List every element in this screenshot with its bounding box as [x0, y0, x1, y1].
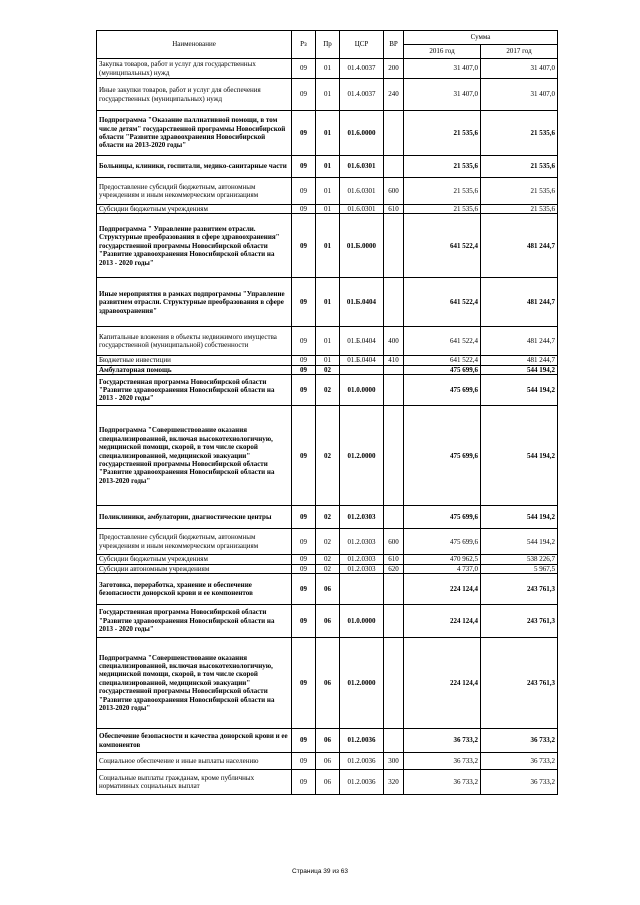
row-sum-2016-cell: 641 522,4: [404, 327, 481, 356]
row-sum-2016-cell: 36 733,2: [404, 753, 481, 770]
row-sum-2017-cell: 544 194,2: [481, 506, 558, 529]
row-pr-cell: 01: [316, 156, 340, 178]
header-pr: Пр: [316, 31, 340, 59]
row-name-cell: Государственная программа Новосибирской области "Развитие здравоохранения Новосибирской области на 2013 - 2020 годы": [97, 605, 292, 638]
row-pr-cell: 01: [316, 111, 340, 156]
row-name-cell: Обеспечение безопасности и качества донорской крови и ее компонентов: [97, 729, 292, 753]
row-vr-cell: 610: [384, 555, 404, 564]
row-name-cell: Больницы, клиники, госпитали, медико-санитарные части: [97, 156, 292, 178]
row-name-cell: Заготовка, переработка, хранение и обеспечение безопасности донорской крови и ее компонентов: [97, 574, 292, 605]
row-pr-cell: 01: [316, 59, 340, 79]
row-pr-cell: 01: [316, 214, 340, 278]
row-csr-cell: 01.2.0000: [340, 406, 384, 506]
header-sum: Сумма: [404, 31, 558, 45]
row-sum-2017-cell: 21 535,6: [481, 156, 558, 178]
row-pr-cell: 06: [316, 770, 340, 795]
row-vr-cell: 240: [384, 79, 404, 111]
row-sum-2017-cell: 481 244,7: [481, 214, 558, 278]
row-pr-cell: 01: [316, 79, 340, 111]
row-sum-2017-cell: 243 761,3: [481, 574, 558, 605]
page-footer: Страница 39 из 63: [292, 868, 348, 875]
row-sum-2016-cell: 475 699,6: [404, 365, 481, 374]
row-sum-2017-cell: 538 226,7: [481, 555, 558, 564]
row-csr-cell: 01.2.0000: [340, 638, 384, 729]
row-pr-cell: 02: [316, 564, 340, 573]
row-sum-2017-cell: 36 733,2: [481, 753, 558, 770]
row-sum-2017-cell: 21 535,6: [481, 111, 558, 156]
row-name-cell: Предоставление субсидий бюджетным, автономным учреждениям и иным некоммерческим организациям: [97, 178, 292, 205]
row-vr-cell: 610: [384, 205, 404, 214]
row-name-cell: Капитальные вложения в объекты недвижимого имущества государственной (муниципальной) собственности: [97, 327, 292, 356]
table-row: [97, 59, 558, 79]
row-vr-cell: 200: [384, 59, 404, 79]
row-name-cell: Подпрограмма "Совершенствование оказания специализированной, включая высокотехнологичную, медицинской помощи, скорой, в том числе скорой специализированной, медицинской эвакуации" государственной программы Новосибирской области "Развитие здравоохранения Новосибирской области на 2013-2020 годы": [97, 638, 292, 729]
row-csr-cell: 01.6.0301: [340, 205, 384, 214]
row-csr-cell: 01.2.0303: [340, 564, 384, 573]
row-vr-cell: [384, 365, 404, 374]
row-sum-2016-cell: 21 535,6: [404, 156, 481, 178]
row-rz-cell: 09: [292, 178, 316, 205]
row-sum-2017-cell: 21 535,6: [481, 205, 558, 214]
row-sum-2017-cell: 36 733,2: [481, 729, 558, 753]
row-sum-2017-cell: 21 535,6: [481, 178, 558, 205]
row-vr-cell: [384, 729, 404, 753]
row-vr-cell: 320: [384, 770, 404, 795]
table-row: [97, 365, 558, 374]
row-name-cell: Иные закупки товаров, работ и услуг для обеспечения государственных (муниципальных) нужд: [97, 79, 292, 111]
row-rz-cell: 09: [292, 356, 316, 365]
table-row: [97, 178, 558, 205]
row-csr-cell: 01.Б.0404: [340, 278, 384, 327]
row-csr-cell: 01.6.0301: [340, 178, 384, 205]
table-row: [97, 564, 558, 573]
row-name-cell: Подпрограмма " Управление развитием отрасли. Структурные преобразования в сфере здравоохранения" государственной программы Новосибирской области "Развитие здравоохранения Новосибирской области на 2013 - 2020 годы": [97, 214, 292, 278]
row-csr-cell: 01.0.0000: [340, 375, 384, 406]
table-row: [97, 278, 558, 327]
table-row: [97, 529, 558, 555]
row-pr-cell: 02: [316, 506, 340, 529]
row-csr-cell: 01.6.0000: [340, 111, 384, 156]
row-sum-2016-cell: 31 407,0: [404, 79, 481, 111]
row-sum-2016-cell: 31 407,0: [404, 59, 481, 79]
row-csr-cell: 01.2.0303: [340, 529, 384, 555]
row-rz-cell: 09: [292, 555, 316, 564]
row-csr-cell: 01.4.0037: [340, 79, 384, 111]
row-sum-2016-cell: 224 124,4: [404, 605, 481, 638]
row-vr-cell: [384, 638, 404, 729]
row-name-cell: Закупка товаров, работ и услуг для государственных (муниципальных) нужд: [97, 59, 292, 79]
row-sum-2016-cell: 475 699,6: [404, 375, 481, 406]
row-sum-2016-cell: 641 522,4: [404, 278, 481, 327]
row-name-cell: Поликлиники, амбулатории, диагностические центры: [97, 506, 292, 529]
row-vr-cell: [384, 156, 404, 178]
header-rz: Рз: [292, 31, 316, 59]
row-vr-cell: [384, 605, 404, 638]
row-rz-cell: 09: [292, 770, 316, 795]
table-row: [97, 605, 558, 638]
row-csr-cell: 01.6.0301: [340, 156, 384, 178]
row-sum-2016-cell: 36 733,2: [404, 729, 481, 753]
row-rz-cell: 09: [292, 564, 316, 573]
row-rz-cell: 09: [292, 278, 316, 327]
row-vr-cell: [384, 506, 404, 529]
row-rz-cell: 09: [292, 729, 316, 753]
row-rz-cell: 09: [292, 79, 316, 111]
row-name-cell: Субсидии автономным учреждениям: [97, 564, 292, 573]
row-vr-cell: 400: [384, 327, 404, 356]
row-sum-2017-cell: 481 244,7: [481, 356, 558, 365]
row-csr-cell: 01.2.0036: [340, 770, 384, 795]
header-year-2017: 2017 год: [481, 45, 558, 59]
row-pr-cell: 06: [316, 574, 340, 605]
row-pr-cell: 02: [316, 555, 340, 564]
row-rz-cell: 09: [292, 574, 316, 605]
row-rz-cell: 09: [292, 365, 316, 374]
row-name-cell: Предоставление субсидий бюджетным, автономным учреждениям и иным некоммерческим организациям: [97, 529, 292, 555]
row-name-cell: Иные мероприятия в рамках подпрограммы "Управление развитием отрасли. Структурные преобразования в сфере здравоохранения": [97, 278, 292, 327]
row-csr-cell: 01.Б.0404: [340, 356, 384, 365]
row-vr-cell: 620: [384, 564, 404, 573]
table-row: [97, 111, 558, 156]
row-csr-cell: 01.2.0036: [340, 729, 384, 753]
row-sum-2017-cell: 243 761,3: [481, 605, 558, 638]
row-pr-cell: 06: [316, 605, 340, 638]
table-row: [97, 770, 558, 795]
row-rz-cell: 09: [292, 529, 316, 555]
row-name-cell: Бюджетные инвестиции: [97, 356, 292, 365]
row-vr-cell: [384, 406, 404, 506]
row-name-cell: Амбулаторная помощь: [97, 365, 292, 374]
table-row: [97, 406, 558, 506]
table-row: [97, 753, 558, 770]
row-sum-2016-cell: 224 124,4: [404, 574, 481, 605]
row-vr-cell: 300: [384, 753, 404, 770]
row-name-cell: Социальные выплаты гражданам, кроме публичных нормативных социальных выплат: [97, 770, 292, 795]
row-rz-cell: 09: [292, 638, 316, 729]
row-pr-cell: 06: [316, 729, 340, 753]
row-rz-cell: 09: [292, 406, 316, 506]
row-name-cell: Субсидии бюджетным учреждениям: [97, 205, 292, 214]
table-row: [97, 555, 558, 564]
table-row: [97, 205, 558, 214]
row-name-cell: Субсидии бюджетным учреждениям: [97, 555, 292, 564]
row-sum-2017-cell: 31 407,0: [481, 59, 558, 79]
row-pr-cell: 06: [316, 638, 340, 729]
row-sum-2016-cell: 470 962,5: [404, 555, 481, 564]
row-sum-2016-cell: 4 737,0: [404, 564, 481, 573]
table-body: [97, 59, 558, 795]
row-sum-2016-cell: 641 522,4: [404, 214, 481, 278]
table-row: [97, 574, 558, 605]
header-name: Наименование: [97, 31, 292, 59]
row-sum-2016-cell: 475 699,6: [404, 406, 481, 506]
row-pr-cell: 01: [316, 178, 340, 205]
row-rz-cell: 09: [292, 753, 316, 770]
table-row: [97, 729, 558, 753]
row-csr-cell: 01.2.0303: [340, 506, 384, 529]
row-sum-2017-cell: 243 761,3: [481, 638, 558, 729]
row-vr-cell: [384, 375, 404, 406]
row-sum-2017-cell: 544 194,2: [481, 365, 558, 374]
row-name-cell: Социальное обеспечение и иные выплаты населению: [97, 753, 292, 770]
row-rz-cell: 09: [292, 506, 316, 529]
table-row: [97, 156, 558, 178]
row-sum-2016-cell: 475 699,6: [404, 529, 481, 555]
row-rz-cell: 09: [292, 111, 316, 156]
row-vr-cell: [384, 214, 404, 278]
row-sum-2017-cell: 544 194,2: [481, 529, 558, 555]
row-rz-cell: 09: [292, 156, 316, 178]
row-pr-cell: 06: [316, 753, 340, 770]
row-pr-cell: 01: [316, 327, 340, 356]
row-name-cell: Подпрограмма "Оказание паллиативной помощи, в том числе детям" государственной программы Новосибирской области "Развитие здравоохранения Новосибирской области на 2013-2020 годы": [97, 111, 292, 156]
row-rz-cell: 09: [292, 59, 316, 79]
row-pr-cell: 01: [316, 205, 340, 214]
row-vr-cell: 410: [384, 356, 404, 365]
row-vr-cell: 600: [384, 529, 404, 555]
table-row: [97, 327, 558, 356]
row-vr-cell: [384, 111, 404, 156]
row-sum-2017-cell: 481 244,7: [481, 327, 558, 356]
row-sum-2016-cell: 21 535,6: [404, 111, 481, 156]
row-sum-2017-cell: 31 407,0: [481, 79, 558, 111]
row-rz-cell: 09: [292, 214, 316, 278]
header-year-2016: 2016 год: [404, 45, 481, 59]
row-vr-cell: 600: [384, 178, 404, 205]
row-rz-cell: 09: [292, 327, 316, 356]
row-sum-2017-cell: 544 194,2: [481, 375, 558, 406]
row-vr-cell: [384, 574, 404, 605]
table-row: [97, 375, 558, 406]
table-row: [97, 214, 558, 278]
row-rz-cell: 09: [292, 375, 316, 406]
row-sum-2017-cell: 5 967,5: [481, 564, 558, 573]
row-csr-cell: 01.0.0000: [340, 605, 384, 638]
row-sum-2017-cell: 36 733,2: [481, 770, 558, 795]
row-name-cell: Подпрограмма "Совершенствование оказания специализированной, включая высокотехнологичную, медицинской помощи, скорой, в том числе скорой специализированной, медицинской эвакуации" государственной программы Новосибирской области "Развитие здравоохранения Новосибирской области на 2013-2020 годы": [97, 406, 292, 506]
header-vr: ВР: [384, 31, 404, 59]
row-pr-cell: 01: [316, 278, 340, 327]
row-csr-cell: [340, 365, 384, 374]
row-sum-2016-cell: 641 522,4: [404, 356, 481, 365]
row-rz-cell: 09: [292, 605, 316, 638]
row-sum-2016-cell: 475 699,6: [404, 506, 481, 529]
row-csr-cell: 01.Б.0000: [340, 214, 384, 278]
row-pr-cell: 02: [316, 529, 340, 555]
table-row: [97, 506, 558, 529]
row-pr-cell: 02: [316, 375, 340, 406]
row-sum-2016-cell: 21 535,6: [404, 205, 481, 214]
budget-table: [96, 30, 558, 795]
header-csr: ЦСР: [340, 31, 384, 59]
row-csr-cell: [340, 574, 384, 605]
row-sum-2017-cell: 544 194,2: [481, 406, 558, 506]
row-sum-2016-cell: 21 535,6: [404, 178, 481, 205]
row-sum-2016-cell: 36 733,2: [404, 770, 481, 795]
row-pr-cell: 02: [316, 406, 340, 506]
table-row: [97, 356, 558, 365]
row-name-cell: Государственная программа Новосибирской области "Развитие здравоохранения Новосибирской области на 2013 - 2020 годы": [97, 375, 292, 406]
header-row-top: [97, 31, 558, 45]
table-row: [97, 79, 558, 111]
row-sum-2016-cell: 224 124,4: [404, 638, 481, 729]
row-vr-cell: [384, 278, 404, 327]
row-pr-cell: 01: [316, 356, 340, 365]
row-rz-cell: 09: [292, 205, 316, 214]
row-csr-cell: 01.4.0037: [340, 59, 384, 79]
row-csr-cell: 01.2.0036: [340, 753, 384, 770]
row-pr-cell: 02: [316, 365, 340, 374]
row-csr-cell: 01.Б.0404: [340, 327, 384, 356]
row-sum-2017-cell: 481 244,7: [481, 278, 558, 327]
table-row: [97, 638, 558, 729]
row-csr-cell: 01.2.0303: [340, 555, 384, 564]
